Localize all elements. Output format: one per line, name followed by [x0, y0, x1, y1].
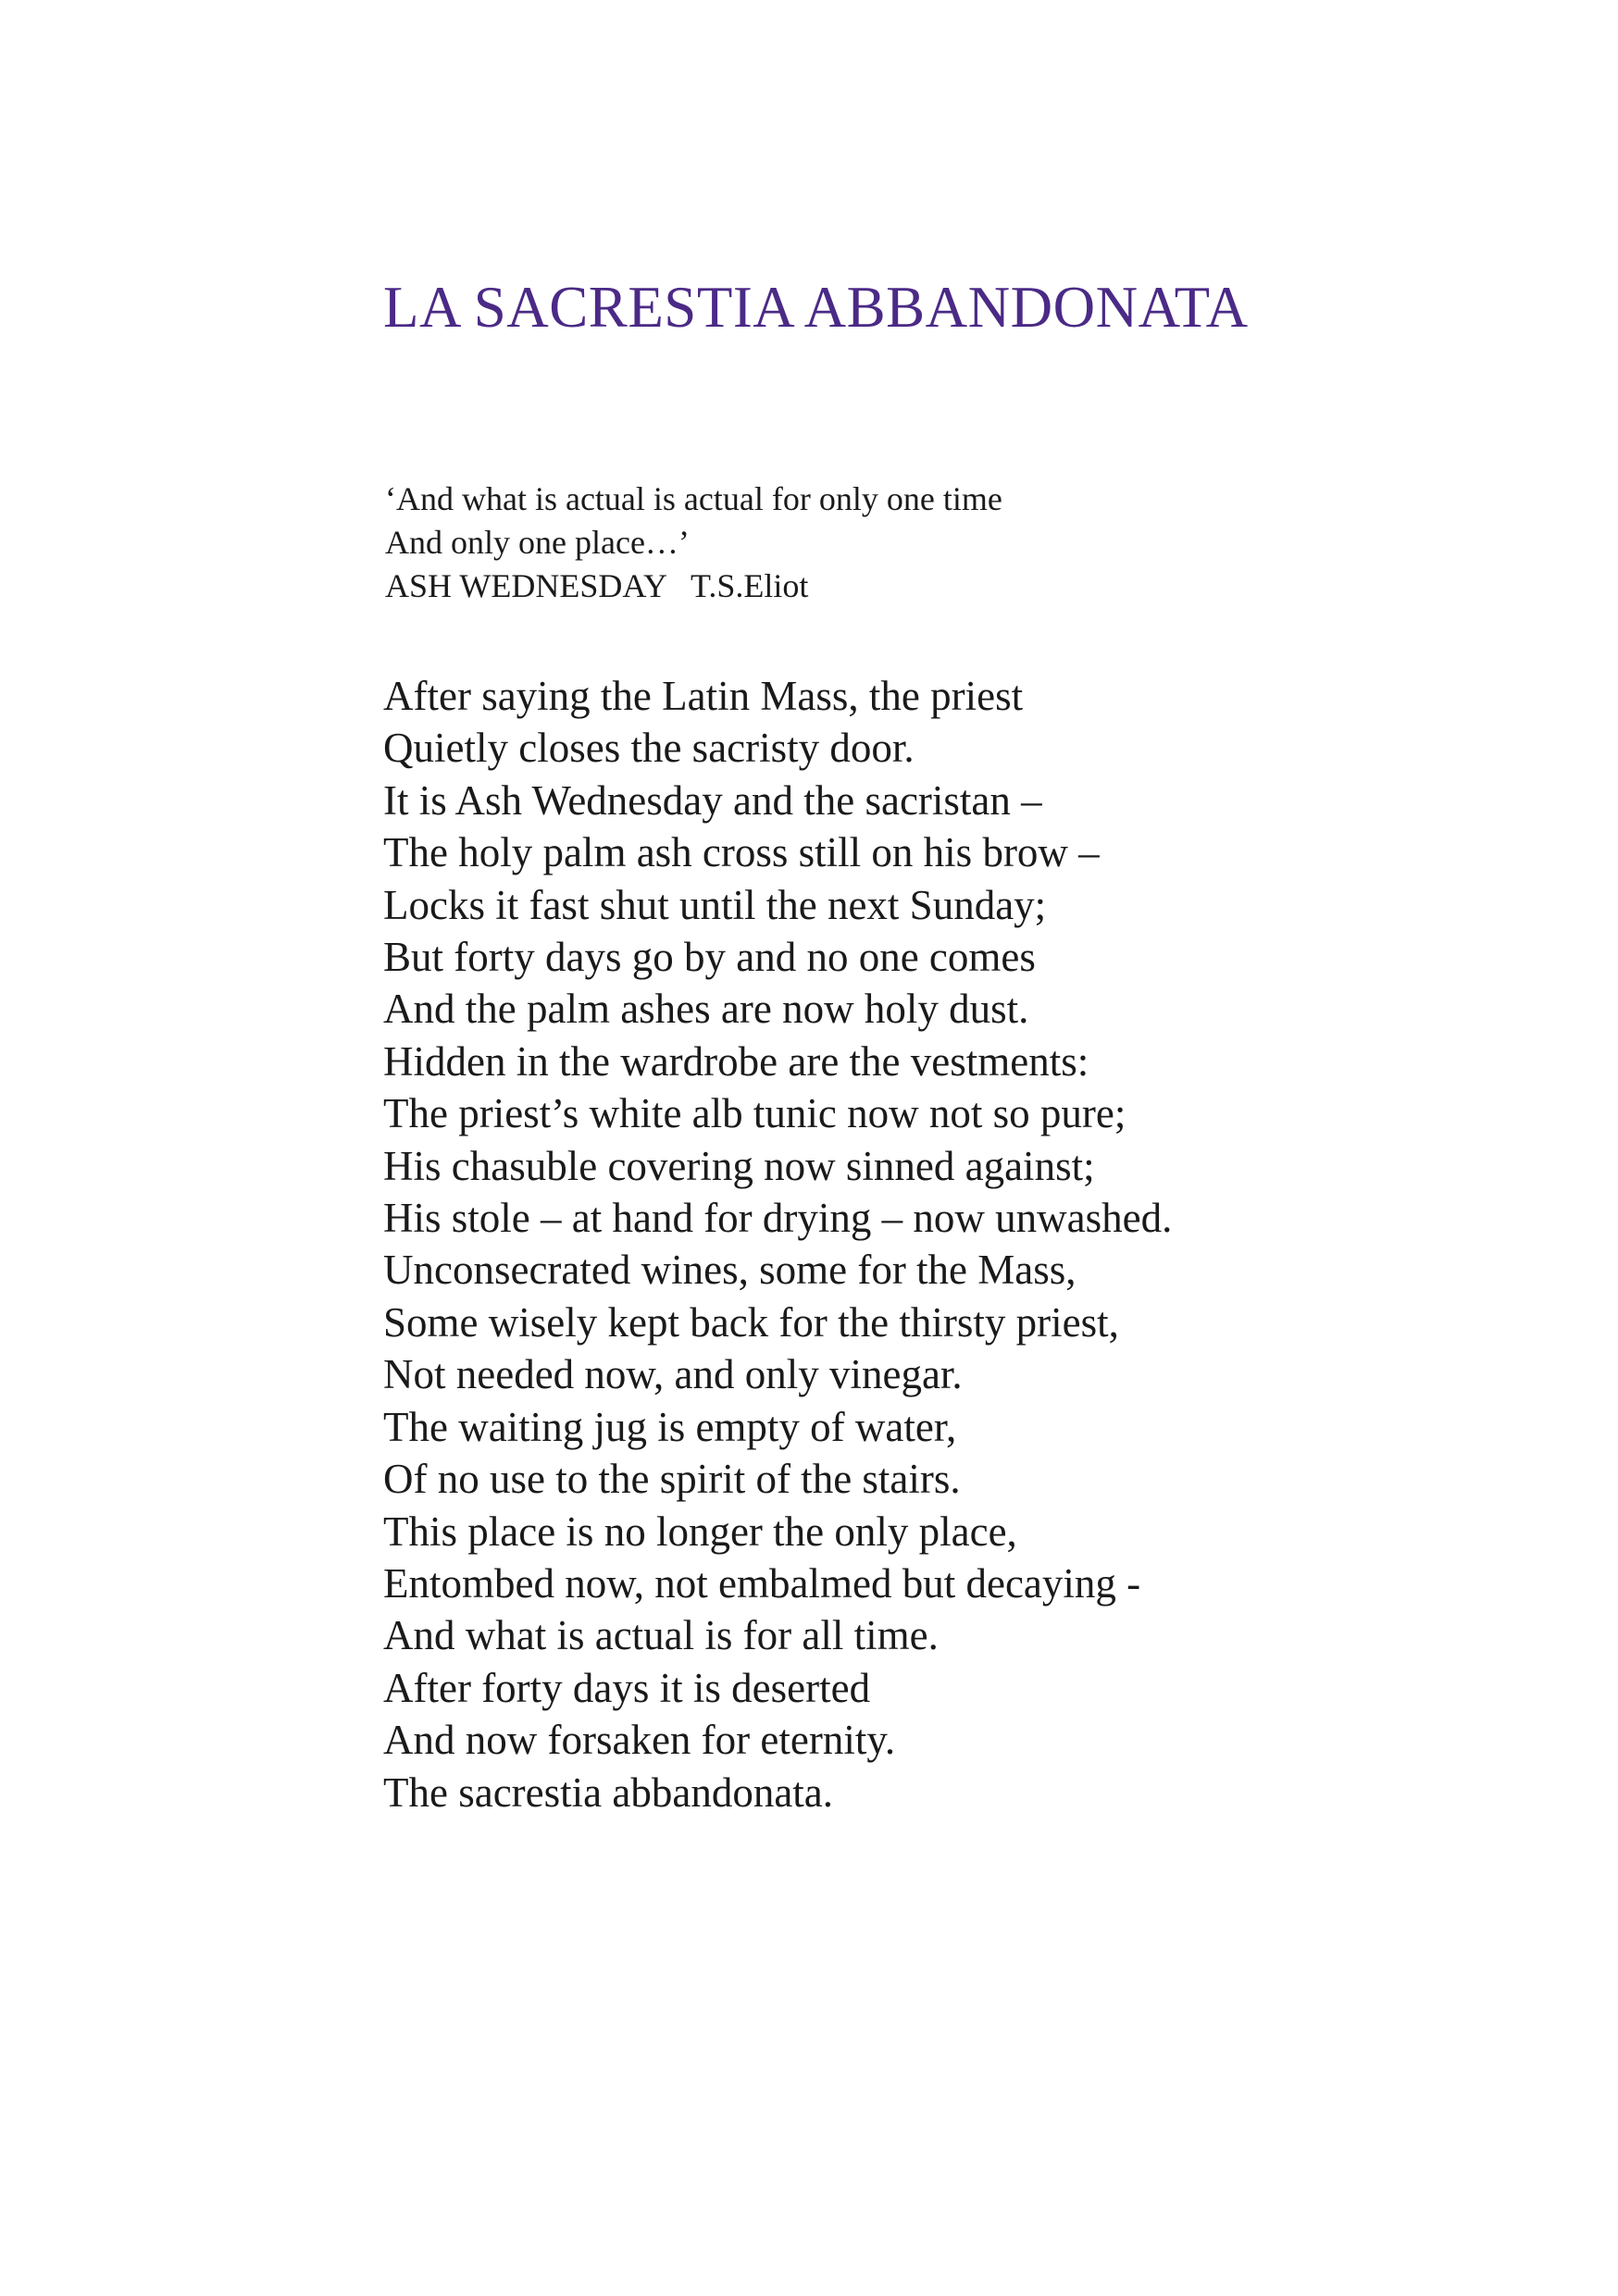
epigraph-attribution: ASH WEDNESDAY T.S.Eliot	[385, 567, 809, 604]
poem-line: Unconsecrated wines, some for the Mass,	[383, 1247, 1077, 1294]
poem-line: After forty days it is deserted	[383, 1664, 871, 1711]
poem-line: His stole – at hand for drying – now unwashed.	[383, 1195, 1173, 1242]
poem-body	[383, 670, 1172, 1818]
poem-line: Of no use to the spirit of the stairs.	[383, 1456, 961, 1503]
poem-line: But forty days go by and no one comes	[383, 934, 1036, 981]
poem-line: Some wisely kept back for the thirsty priest,	[383, 1298, 1119, 1346]
poem-line: Hidden in the wardrobe are the vestments:	[383, 1037, 1089, 1085]
poem-line: Not needed now, and only vinegar.	[383, 1351, 963, 1398]
poem-line: And now forsaken for eternity.	[383, 1717, 896, 1764]
poem-line: The priest’s white alb tunic now not so pure;	[383, 1090, 1126, 1137]
poem-line: And the palm ashes are now holy dust.	[383, 986, 1029, 1033]
poem-line: Entombed now, not embalmed but decaying -	[383, 1559, 1141, 1607]
poem-line: It is Ash Wednesday and the sacristan –	[383, 776, 1042, 824]
poem-line: The sacrestia abbandonata.	[383, 1769, 834, 1816]
poem-line: Quietly closes the sacristy door.	[383, 725, 915, 772]
epigraph-line: And only one place…’	[385, 524, 690, 561]
poem-line: After saying the Latin Mass, the priest	[383, 673, 1024, 719]
epigraph-line: ‘And what is actual is actual for only one time	[385, 480, 1002, 517]
poem-line: The waiting jug is empty of water,	[383, 1403, 957, 1450]
poem-line: Locks it fast shut until the next Sunday;	[383, 881, 1047, 928]
poem-line: The holy palm ash cross still on his brow –	[383, 829, 1100, 876]
epigraph	[385, 478, 1002, 608]
poem-title: LA SACRESTIA ABBANDONATA	[383, 275, 1249, 340]
poem-line: This place is no longer the only place,	[383, 1508, 1017, 1555]
poem-line: And what is actual is for all time.	[383, 1612, 939, 1659]
poem-line: His chasuble covering now sinned against;	[383, 1142, 1095, 1189]
